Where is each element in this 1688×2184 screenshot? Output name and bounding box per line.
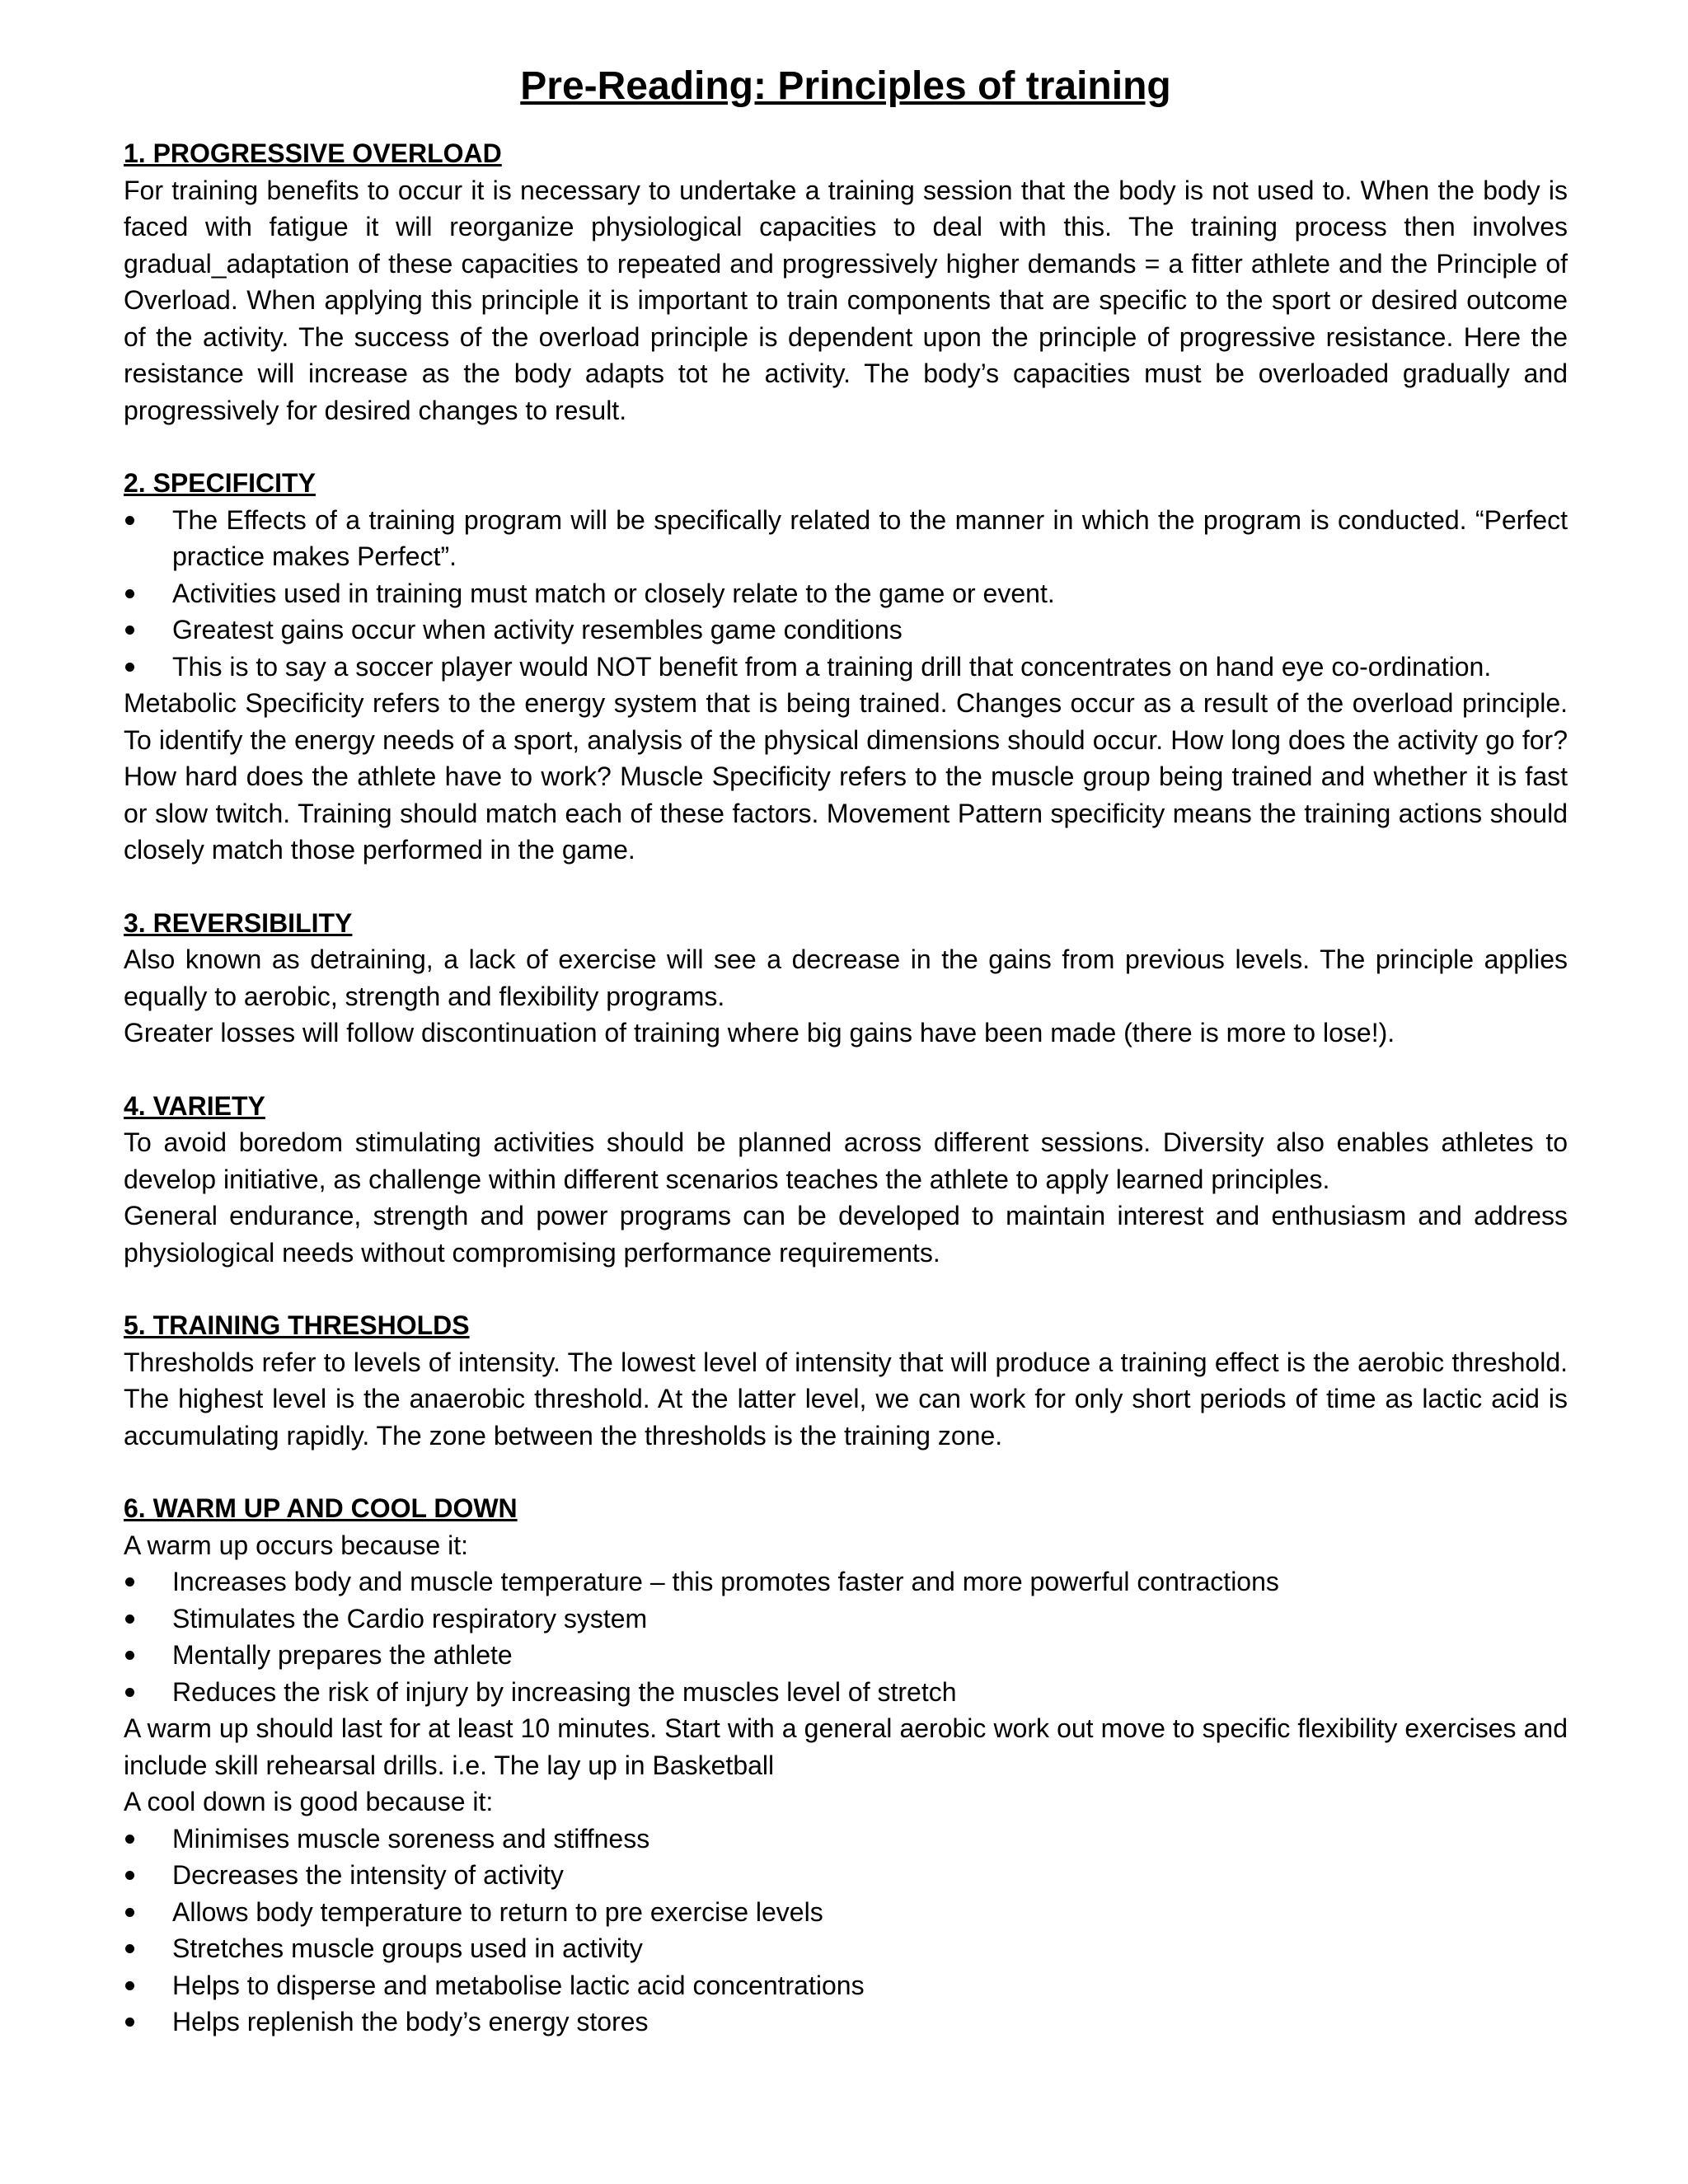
section-heading: 1. PROGRESSIVE OVERLOAD — [124, 138, 502, 168]
list-item-text: Helps replenish the body’s energy stores — [172, 2007, 649, 2036]
list-item-text: The Effects of a training program will be specifically related to the manner in which the program is conducted. “Perfect practice makes Perfect”. — [172, 504, 1568, 571]
list-item-text: Reduces the risk of injury by increasing the muscles level of stretch — [172, 1676, 957, 1707]
section-paragraph: Greater losses will follow discontinuation of training where big gains have been made (there is more to lose!). — [124, 1018, 1395, 1047]
list-item — [124, 502, 1568, 575]
list-item-text: Allows body temperature to return to pre exercise levels — [172, 1896, 823, 1927]
list-item-text: Stimulates the Cardio respiratory system — [172, 1603, 648, 1633]
list-item-text: This is to say a soccer player would NOT benefit from a training drill that concentrates on hand eye co-ordination. — [172, 651, 1492, 682]
list-item — [124, 1857, 1568, 1894]
list-item-text: Activities used in training must match or closely relate to the game or event. — [172, 578, 1055, 608]
cool-down-bullet-list — [124, 1821, 1568, 2041]
list-item — [124, 649, 1568, 686]
section-paragraph: Also known as detraining, a lack of exercise will see a decrease in the gains from previous levels. The principle applies equally to aerobic, strength and flexibility programs. — [124, 944, 1568, 1011]
warm-up-paragraph: A warm up should last for at least 10 minutes. Start with a general aerobic work out move to specific flexibility exercises and include skill rehearsal drills. i.e. The lay up in Basketball — [124, 1713, 1568, 1780]
list-item-text: Helps to disperse and metabolise lactic acid concentrations — [172, 1970, 865, 2000]
section-reversibility — [124, 905, 1568, 1052]
section-paragraph: Metabolic Specificity refers to the energy system that is being trained. Changes occur as a result of the overload principle. To identify the energy needs of a sport, analysis of the physical dimensions should occur. How long does the activity go for? How hard does the athlete have to work? Muscle Specificity refers to the muscle group being trained and whether it is fast or slow twitch. Training should match each of these factors. Movement Pattern specificity means the training actions should closely match those performed in the game. — [124, 688, 1568, 865]
section-paragraph: Thresholds refer to levels of intensity. The lowest level of intensity that will produce a training effect is the aerobic threshold. The highest level is the anaerobic threshold. At the latter level, we can work for only short periods of time as lactic acid is accumulating rapidly. The zone between the thresholds is the training zone. — [124, 1347, 1568, 1451]
list-item — [124, 1894, 1568, 1931]
list-item — [124, 1637, 1568, 1674]
bullet-list — [124, 502, 1568, 686]
section-specificity — [124, 465, 1568, 869]
section-warm-up-cool-down — [124, 1490, 1568, 2041]
list-item-text: Decreases the intensity of activity — [172, 1860, 564, 1890]
list-item — [124, 612, 1568, 649]
section-paragraph: General endurance, strength and power programs can be developed to maintain interest and enthusiasm and address physiological needs without compromising performance requirements. — [124, 1201, 1568, 1268]
warm-up-bullet-list — [124, 1563, 1568, 1710]
section-heading: 4. VARIETY — [124, 1090, 265, 1121]
list-item — [124, 1674, 1568, 1711]
section-progressive-overload — [124, 135, 1568, 429]
section-paragraph: For training benefits to occur it is necessary to undertake a training session that the body is not used to. When the body is faced with fatigue it will reorganize physiological capacities to deal with this. The training process then involves gradual_adaptation of these capacities to repeated and progressively higher demands = a fitter athlete and the Principle of Overload. When applying this principle it is important to train components that are specific to the sport or desired outcome of the activity. The success of the overload principle is dependent upon the principle of progressive resistance. Here the resistance will increase as the body adapts tot he activity. The body’s capacities must be overloaded gradually and progressively for desired changes to result. — [124, 175, 1568, 425]
list-item-text: Minimises muscle soreness and stiffness — [172, 1823, 650, 1854]
list-item — [124, 1601, 1568, 1638]
document-page — [124, 58, 1568, 2077]
list-item-text: Stretches muscle groups used in activity — [172, 1933, 643, 1963]
document-title: Pre-Reading: Principles of training — [520, 64, 1171, 108]
cool-down-intro: A cool down is good because it: — [124, 1787, 494, 1816]
warm-up-intro: A warm up occurs because it: — [124, 1530, 468, 1560]
list-item-text: Greatest gains occur when activity resembles game conditions — [172, 615, 903, 644]
list-item — [124, 575, 1568, 612]
list-item-text: Mentally prepares the athlete — [172, 1640, 513, 1670]
section-paragraph: To avoid boredom stimulating activities should be planned across different sessions. Diversity also enables athletes to develop initiative, as challenge within different scenarios teaches the athlete to apply learned principles. — [124, 1127, 1568, 1194]
section-heading: 6. WARM UP AND COOL DOWN — [124, 1493, 518, 1523]
section-heading: 5. TRAINING THRESHOLDS — [124, 1310, 470, 1340]
list-item-text: Increases body and muscle temperature – this promotes faster and more powerful contractions — [172, 1567, 1279, 1596]
section-heading: 2. SPECIFICITY — [124, 468, 316, 498]
list-item — [124, 1821, 1568, 1858]
list-item — [124, 1967, 1568, 2004]
list-item — [124, 2004, 1568, 2041]
list-item — [124, 1563, 1568, 1601]
section-training-thresholds — [124, 1307, 1568, 1454]
section-variety — [124, 1088, 1568, 1272]
list-item — [124, 1930, 1568, 1967]
section-heading: 3. REVERSIBILITY — [124, 907, 353, 938]
